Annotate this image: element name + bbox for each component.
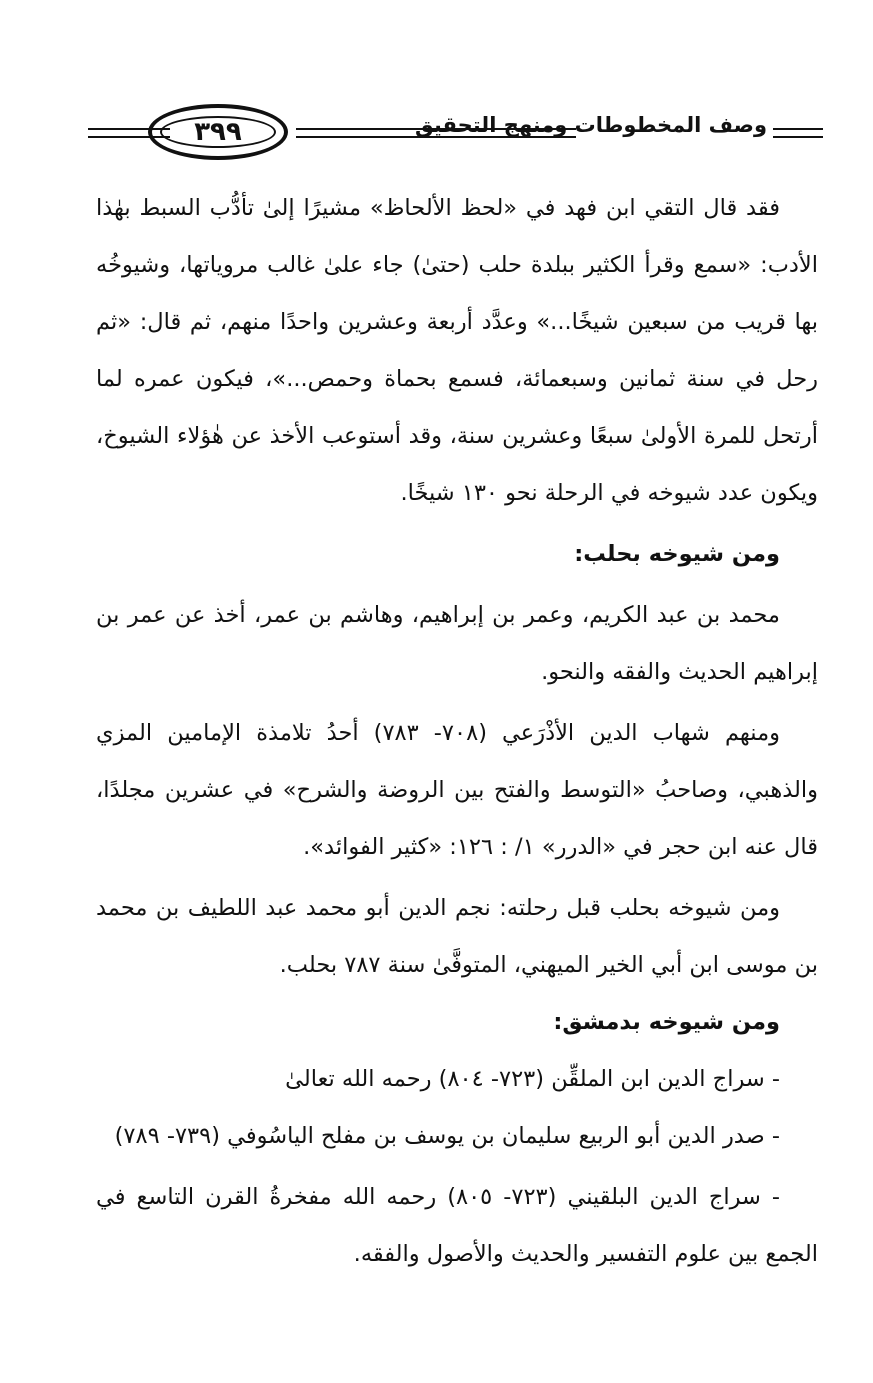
page-number: ٣٩٩ bbox=[194, 117, 242, 147]
heading-aleppo-teachers: ومن شيوخه بحلب: bbox=[574, 541, 780, 567]
page-header bbox=[88, 98, 823, 168]
list-item-ibn-mulaqqin: - سراج الدين ابن الملقِّن (٧٢٣- ٨٠٤) رحمه الله تعالىٰ bbox=[285, 1066, 780, 1092]
heading-damascus-teachers: ومن شيوخه بدمشق: bbox=[553, 1009, 780, 1035]
header-rule-right bbox=[773, 128, 823, 138]
list-item-yasufi: - صدر الدين أبو الربيع سليمان بن يوسف بن مفلح الياسُوفي (٧٣٩- ٧٨٩) bbox=[114, 1123, 780, 1149]
paragraph-aleppo-teachers: محمد بن عبد الكريم، وعمر بن إبراهيم، وهاشم بن عمر، أخذ عن عمر بن إبراهيم الحديث والفقه والنحو. bbox=[96, 602, 818, 685]
page-number-ornament bbox=[148, 104, 288, 160]
paragraph-adhraai: ومنهم شهاب الدين الأذْرَعي (٧٠٨- ٧٨٣) أحدُ تلامذة الإمامين المزي والذهبي، وصاحبُ «التوسط والفتح بين الروضة والشرح» في عشرين مجلدًا، قال عنه ابن حجر في «الدرر» ١/ : ١٢٦: «كثير الفوائد». bbox=[96, 720, 818, 860]
page-body bbox=[96, 180, 818, 1283]
list-item-bulqini: - سراج الدين البلقيني (٧٢٣- ٨٠٥) رحمه الله مفخرةُ القرن التاسع في الجمع بين علوم التفسير والحديث والأصول والفقه. bbox=[96, 1184, 818, 1267]
paragraph-before-journey: ومن شيوخه بحلب قبل رحلته: نجم الدين أبو محمد عبد اللطيف بن محمد بن موسى ابن أبي الخير الميهني، المتوفَّىٰ سنة ٧٨٧ بحلب. bbox=[96, 895, 818, 978]
running-title: وصف المخطوطات ومنهج التحقيق bbox=[414, 113, 767, 137]
paragraph-intro: فقد قال التقي ابن فهد في «لحظ الألحاظ» مشيرًا إلىٰ تأدُّب السبط بهٰذا الأدب: «سمع وقرأ الكثير ببلدة حلب (حتىٰ) جاء علىٰ غالب مروياتها، وشيوخُه بها قريب من سبعين شيخًا...» وعدَّد أربعة وعشرين واحدًا منهم، ثم قال: «ثم رحل في سنة ثمانين وسبعمائة، فسمع بحماة وحمص...»، فيكون عمره لما أرتحل للمرة الأولىٰ سبعًا وعشرين سنة، وقد أستوعب الأخذ عن هٰؤلاء الشيوخ، ويكون عدد شيوخه في الرحلة نحو ١٣٠ شيخًا. bbox=[96, 195, 818, 506]
